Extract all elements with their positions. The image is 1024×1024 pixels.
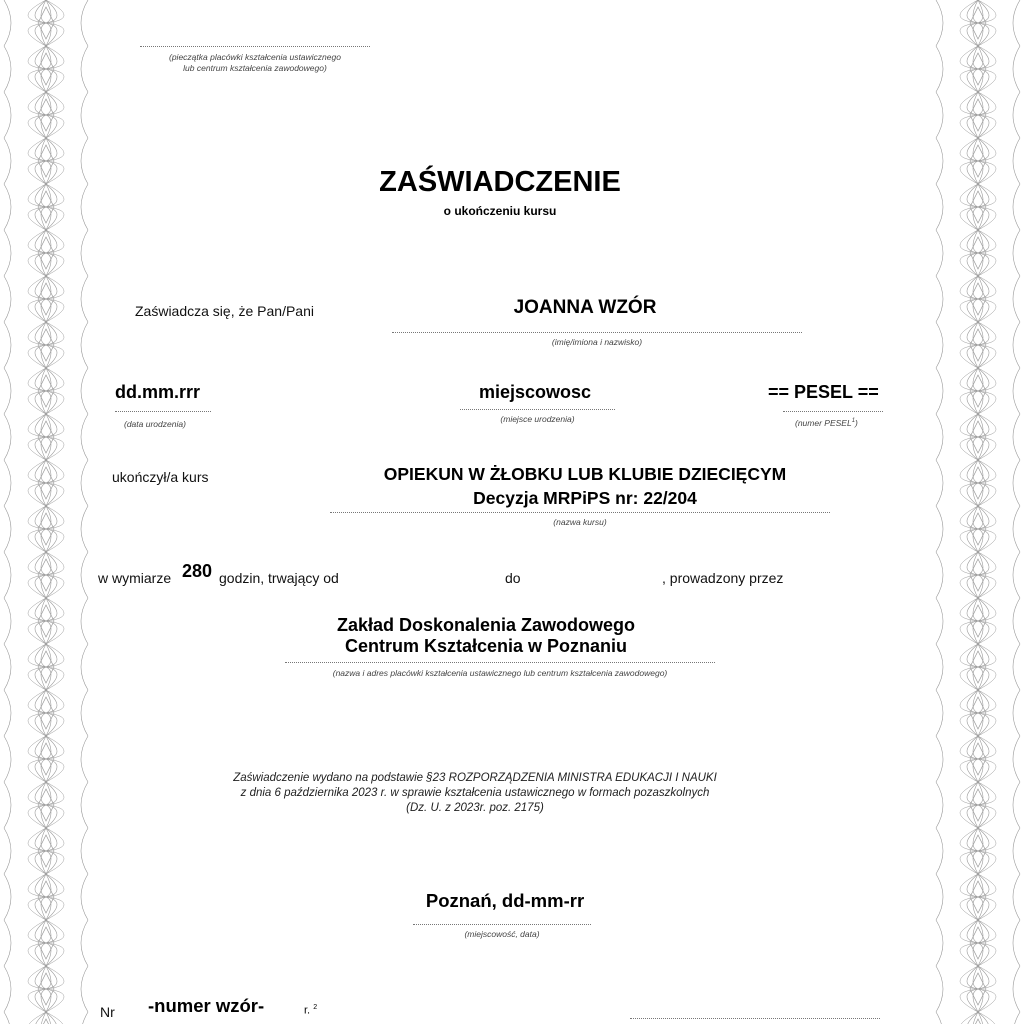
place-date-line [413, 924, 591, 925]
provider-name-line1: Zakład Doskonalenia Zawodowego [336, 615, 636, 635]
document-subtitle: o ukończeniu kursu [443, 204, 557, 218]
legal-basis-line2: z dnia 6 października 2023 r. w sprawie kształcenia ustawicznego w formach pozaszkolnych [240, 787, 710, 799]
institution-stamp-caption [140, 52, 370, 74]
number-label: Nr [100, 1004, 115, 1020]
provider-line [285, 662, 715, 663]
certificate-number: -numer wzór- [148, 995, 265, 1016]
right-decorative-border [932, 0, 1024, 1024]
course-name [300, 462, 870, 510]
conducted-by-label: , prowadzony przez [662, 570, 784, 586]
number-year-suffix: r. $^2$ [304, 1004, 318, 1017]
pesel-value: == PESEL == [768, 382, 879, 402]
legal-basis [150, 771, 800, 816]
place-date: Poznań, dd-mm-rr [425, 890, 585, 911]
document-title: ZAŚWIADCZENIE [379, 166, 621, 198]
pesel-line [783, 411, 883, 412]
duration-hours: 280 [182, 561, 213, 581]
legal-basis-line1: Zaświadczenie wydano na podstawie §23 ROZPORZĄDZENIA MINISTRA EDUKACJI I NAUKI [233, 772, 717, 784]
institution-caption-line2: lub centrum kształcenia zawodowego) [183, 63, 327, 73]
course-completed-label: ukończył/a kurs [112, 469, 209, 485]
provider-caption: (nazwa i adres placówki kształcenia ustawicznego lub centrum kształcenia zawodowego) [332, 668, 668, 678]
course-name-caption: (nazwa kursu) [553, 517, 607, 527]
birth-place-caption: (miejsce urodzenia) [500, 414, 575, 424]
institution-caption-line1: (pieczątka placówki kształcenia ustawicznego [169, 52, 341, 62]
birth-place-line [460, 409, 615, 410]
birth-place: miejscowosc [478, 382, 592, 402]
signature-line [630, 1018, 880, 1019]
course-name-line2: Decyzja MRPiPS nr: 22/204 [473, 488, 697, 508]
left-decorative-border [0, 0, 92, 1024]
person-name-line [392, 332, 802, 333]
provider-name [260, 615, 712, 657]
duration-hours-suffix: godzin, trwający od [219, 570, 339, 586]
person-name: JOANNA WZÓR [513, 297, 657, 318]
institution-stamp-line [140, 46, 370, 47]
provider-name-line2: Centrum Kształcenia w Poznaniu [344, 636, 628, 656]
pesel-caption: (numer PESEL$^1$) [795, 418, 858, 428]
duration-to-label: do [505, 570, 521, 586]
course-name-line [330, 512, 830, 513]
course-name-line1: OPIEKUN W ŻŁOBKU LUB KLUBIE DZIECIĘCYM [383, 464, 787, 484]
certify-intro: Zaświadcza się, że Pan/Pani [135, 303, 314, 319]
duration-prefix: w wymiarze [98, 570, 172, 586]
legal-basis-line3: (Dz. U. z 2023r. poz. 2175) [406, 802, 544, 814]
birth-date: dd.mm.rrr [115, 382, 201, 402]
birth-date-caption: (data urodzenia) [124, 419, 186, 429]
person-name-caption: (imię/imiona i nazwisko) [551, 337, 643, 347]
birth-date-line [115, 411, 211, 412]
place-date-caption: (miejscowość, data) [464, 929, 540, 939]
